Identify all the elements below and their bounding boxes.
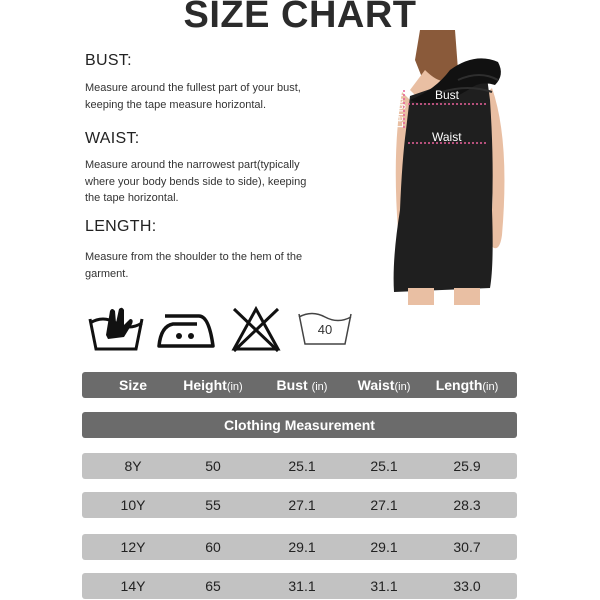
table-row [82,492,517,518]
waist-label: Waist [432,130,462,144]
waist-description [85,157,330,207]
length-heading: LENGTH: [85,218,157,235]
table-row [82,573,517,599]
table-row [82,534,517,560]
clothing-measurement-banner: Clothing Measurement [82,412,517,438]
cell-bust: 31.1 [288,578,316,594]
wash-40-icon [296,308,354,348]
cell-size: 14Y [120,578,146,594]
cell-length: 30.7 [453,539,481,555]
header-size: Size [118,377,147,393]
header-bust [262,372,342,398]
cell-bust: 29.1 [288,539,316,555]
cell-waist: 27.1 [370,497,398,513]
cell-length: 25.9 [453,458,481,474]
cell-height: 65 [205,578,221,594]
header-bust-label: Bust [276,377,308,393]
bust-description-line: keeping the tape measure horizontal. [85,98,267,111]
cell-length: 33.0 [453,578,481,594]
table-header [82,372,517,398]
cell-size: 10Y [120,497,146,513]
header-length-unit: (in) [482,381,499,393]
table-row [82,453,517,479]
header-height-unit: (in) [226,381,243,393]
waist-description-line: Measure around the narrowest part(typically [85,159,300,171]
dress-illustration [380,30,530,305]
cell-waist: 31.1 [370,578,398,594]
waist-description-line: where your body bends side to side), keeping [85,175,307,188]
bust-description [85,80,330,113]
waist-description-line: the tape horizontal. [85,192,179,204]
header-waist-unit: (in) [394,381,411,393]
header-height [168,372,258,398]
cell-bust: 25.1 [288,458,316,474]
header-length [426,372,508,398]
hand-wash-icon [86,305,146,353]
header-height-label: Height [183,377,227,393]
cell-height: 50 [205,458,221,474]
cell-waist: 25.1 [370,458,398,474]
model-figure [380,30,530,305]
iron-icon [155,310,217,350]
cell-bust: 27.1 [288,497,316,513]
cell-height: 60 [205,539,221,555]
header-length-label: Length [435,377,483,393]
do-not-bleach-icon [230,305,282,353]
cell-length: 28.3 [453,497,481,513]
bust-label: Bust [435,88,460,102]
page-title: SIZE CHART [183,0,417,36]
bust-heading: BUST: [85,52,132,69]
cell-size: 12Y [120,539,146,555]
header-waist-label: Waist [357,377,395,393]
bust-description-line: Measure around the fullest part of your bust, [85,82,301,94]
header-bust-unit: (in) [311,381,328,393]
length-description-line: garment. [85,267,129,280]
waist-heading: WAIST: [85,130,140,147]
length-description-line: Measure from the shoulder to the hem of the [85,251,303,263]
wash-temperature: 40 [317,322,333,337]
cell-waist: 29.1 [370,539,398,555]
length-label: Length [394,94,406,128]
cell-size: 8Y [124,458,142,474]
header-waist [344,372,424,398]
cell-height: 55 [205,497,221,513]
length-description [85,249,330,282]
